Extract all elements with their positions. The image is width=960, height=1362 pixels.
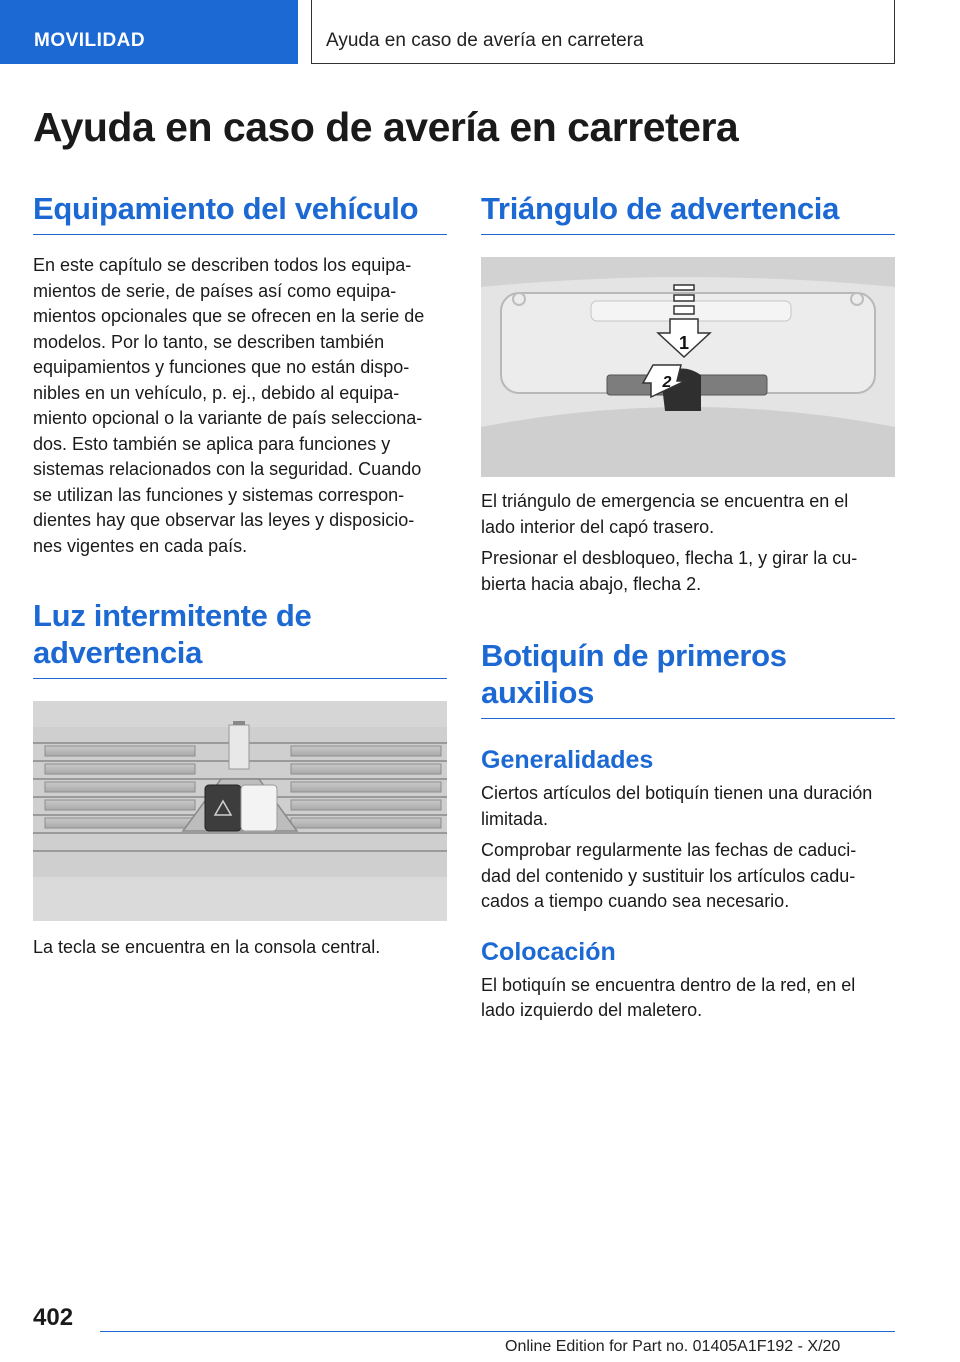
figure-label-1: 1: [678, 333, 690, 353]
right-column: [481, 190, 895, 1024]
caption-hazard: La tecla se encuentra en la consola central.: [33, 937, 381, 957]
page-title: Ayuda en caso de avería en carretera: [33, 104, 739, 150]
heading-generalidades: Generalidades: [481, 746, 654, 774]
paragraph-equipamiento: En este capítulo se describen todos los equipa‐ mientos de serie, de países así como equipa‐ mientos opcionales que se ofrecen en la serie de modelos. Por lo tanto, se describen también equipamientos y funciones que no están dispo‐ nibles en un vehículo, p. ej., debido al equipa‐ miento opcional o la variante de país selecciona‐ dos. Esto también se aplica para funciones y sistemas relacionados con la seguridad. Cuando se utilizan las funciones y sistemas correspon‐ dientes hay que observar las leyes y disposicio‐ nes vigentes en cada país.: [33, 255, 425, 556]
heading-botiquin: Botiquín de primeros auxilios: [481, 637, 895, 719]
footer-divider: [100, 1331, 895, 1332]
footer-edition: Online Edition for Part no. 01405A1F192 - X/20: [505, 1338, 841, 1355]
heading-equipamiento: Equipamiento del vehículo: [33, 190, 447, 235]
heading-colocacion: Colocación: [481, 937, 616, 966]
paragraph-triangulo-instructions: Presionar el desbloqueo, flecha 1, y girar la cu‐ bierta hacia abajo, flecha 2.: [481, 548, 858, 594]
header-chapter-title: Ayuda en caso de avería en carretera: [311, 0, 895, 64]
paragraph-generalidades-2: Comprobar regularmente las fechas de caduci‐ dad del contenido y sustituir los artículos cadu‐ cados a tiempo cuando sea necesario.: [481, 840, 857, 911]
figure-label-2: 2: [662, 374, 672, 391]
paragraph-colocacion: El botiquín se encuentra dentro de la red, en el lado izquierdo del maletero.: [481, 974, 856, 1020]
left-column: [33, 190, 447, 961]
header-section-tab[interactable]: MOVILIDAD: [0, 0, 298, 64]
page-number: 402: [33, 1304, 74, 1331]
paragraph-triangulo-location: El triángulo de emergencia se encuentra en el lado interior del capó trasero.: [481, 491, 849, 537]
heading-triangulo: Triángulo de advertencia: [481, 190, 895, 235]
paragraph-generalidades-1: Ciertos artículos del botiquín tienen una duración limitada.: [481, 783, 873, 829]
heading-luz-intermitente: Luz intermitente de advertencia: [33, 597, 447, 679]
hazard-button-image: [33, 701, 447, 921]
warning-triangle-image: [481, 257, 895, 477]
